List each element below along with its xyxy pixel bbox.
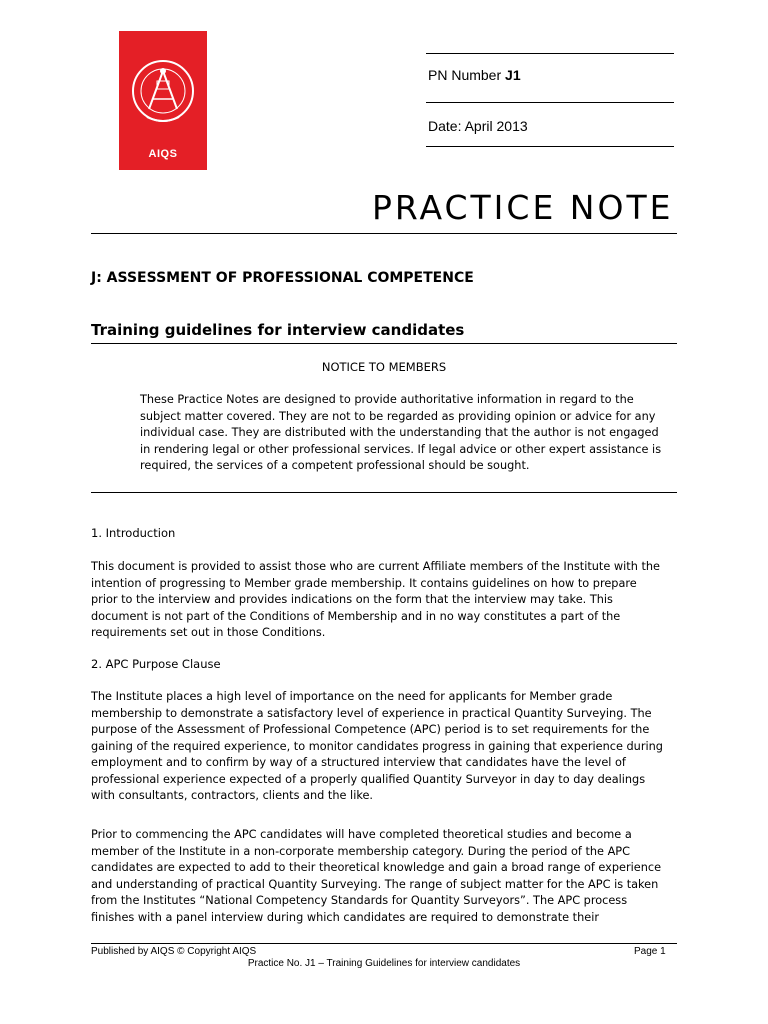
document-subheading: Training guidelines for interview candidates [91, 321, 465, 339]
notice-title: NOTICE TO MEMBERS [321, 360, 447, 374]
aiqs-logo [119, 31, 207, 170]
page-title: PRACTICE NOTE [372, 188, 674, 227]
section-paragraph [91, 827, 681, 926]
paragraph-line: finishes with a panel interview during which candidates are required to demonstrate their [91, 910, 599, 924]
footer-practice-title: Practice No. J1 – Training Guidelines for interview candidates [247, 958, 521, 969]
aiqs-crest-icon [129, 51, 197, 143]
footer-copyright: Published by AIQS © Copyright AIQS [91, 946, 257, 957]
title-rule [91, 233, 677, 234]
footer-page-number: Page 1 [634, 946, 666, 957]
paragraph-line: purpose of the Assessment of Professional Competence (APC) period is to set requirements for the [91, 723, 650, 736]
meta-top-rule [426, 53, 674, 54]
pn-label: PN Number [428, 67, 502, 83]
date-value: April 2013 [464, 118, 528, 134]
paragraph-line: prior to the interview and provides indications on the form that the interview may take. This [91, 593, 613, 606]
paragraph-line: from the Institutes “National Competency Standards for Quantity Surveyors”. The APC process [91, 894, 628, 907]
date [428, 118, 528, 134]
notice-line: in rendering legal or other professional services. If legal advice or other expert assistance is [140, 442, 662, 456]
logo-label: AIQS [148, 148, 178, 160]
paragraph-line: This document is provided to assist those who are current Affiliate members of the Institute with the [91, 560, 661, 573]
notice-body [140, 392, 670, 475]
date-label: Date: [428, 118, 462, 134]
paragraph-line: The Institute places a high level of importance on the need for applicants for Member grade [91, 690, 613, 703]
notice-line: These Practice Notes are designed to provide authoritative information in regard to the [140, 393, 634, 406]
paragraph-line: with consultants, contractors, clients and the like. [91, 789, 374, 802]
footer-rule [91, 943, 677, 944]
paragraph-line: Prior to commencing the APC candidates will have completed theoretical studies and become a [91, 828, 632, 841]
subheading-rule [91, 343, 677, 344]
paragraph-line: intention of progressing to Member grade membership. It contains guidelines on how to prepare [91, 576, 637, 590]
paragraph-line: member of the Institute in a non-corporate membership category. During the period of the APC [91, 844, 631, 858]
section-title: 2. APC Purpose Clause [91, 657, 221, 671]
section-paragraph [91, 559, 681, 642]
meta-middle-rule [426, 102, 674, 103]
paragraph-line: employment and to confirm by way of a structured interview that candidates have the level of [91, 756, 626, 769]
notice-line: individual case. They are distributed with the understanding that the author is not engaged [140, 426, 659, 439]
paragraph-line: gaining of the required experience, to monitor candidates progress in gaining that experience during [91, 739, 663, 753]
meta-bottom-rule [426, 146, 674, 147]
pn-value: J1 [505, 67, 521, 83]
paragraph-line: candidates are expected to add to their theoretical knowledge and gain a broad range of experience [91, 861, 662, 874]
section-title: 1. Introduction [91, 526, 176, 540]
paragraph-line: requirements set out in those Conditions. [91, 626, 326, 639]
notice-rule [91, 492, 677, 493]
paragraph-line: membership to demonstrate a satisfactory level of experience in practical Quantity Surveying. The [91, 706, 652, 720]
paragraph-line: professional experience expected of a properly qualified Quantity Surveyor in day to day dealings [91, 772, 646, 786]
paragraph-line: document is not part of the Conditions of Membership and in no way constitutes a part of the [91, 609, 621, 623]
pn-number [428, 67, 521, 83]
notice-line: required, the services of a competent professional should be sought. [140, 459, 530, 472]
section-paragraph [91, 689, 681, 805]
notice-line: subject matter covered. They are not to be regarded as providing opinion or advice for any [140, 409, 656, 423]
paragraph-line: and understanding of practical Quantity Surveying. The range of subject matter for the APC is taken [91, 877, 659, 891]
document-heading: J: ASSESSMENT OF PROFESSIONAL COMPETENCE [91, 270, 474, 286]
